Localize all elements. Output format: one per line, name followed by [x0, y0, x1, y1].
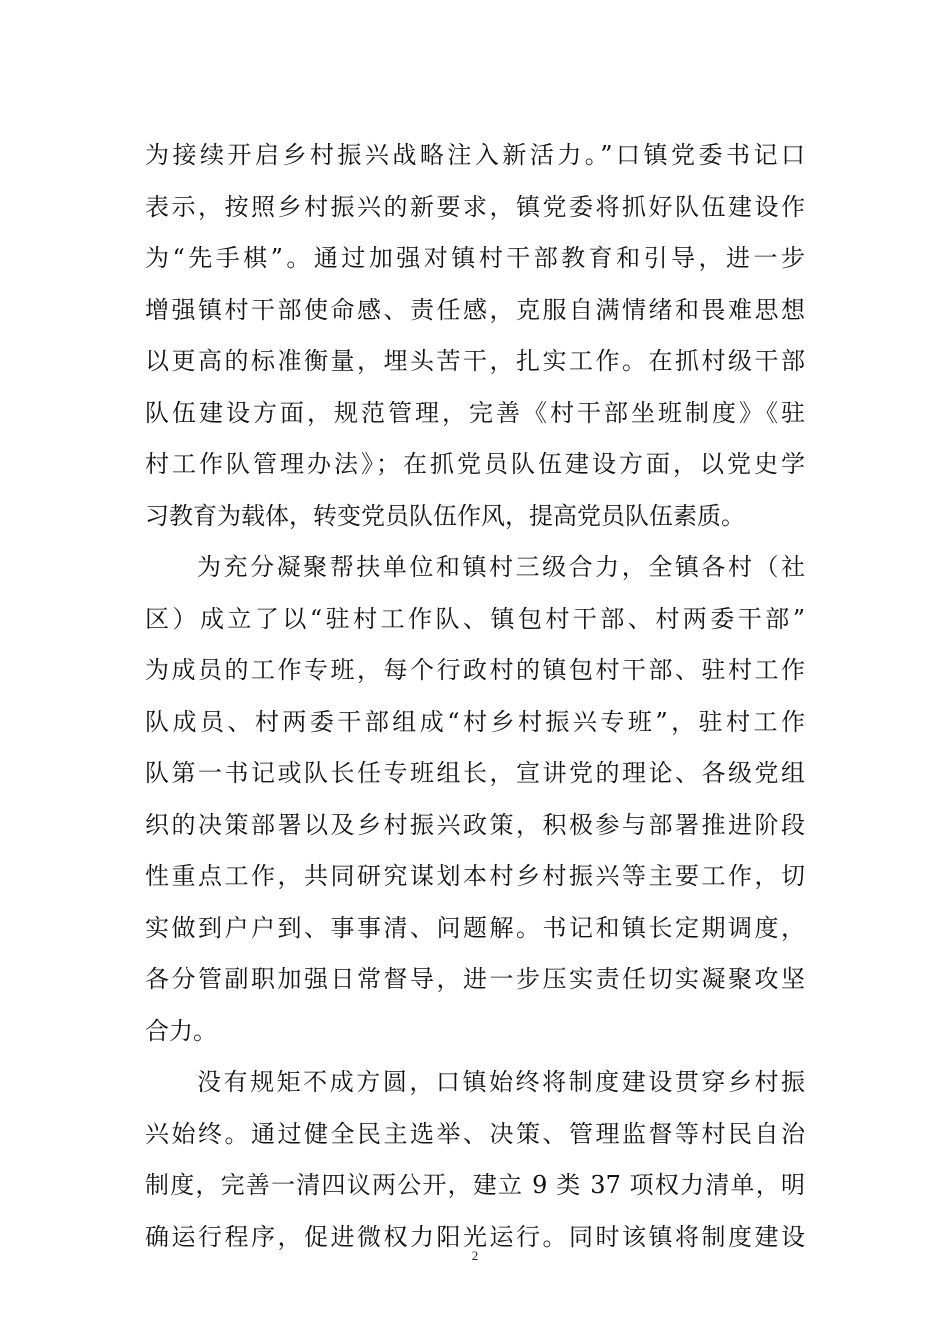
text-line: 队成员、村两委干部组成“村乡村振兴专班”，驻村工作	[145, 707, 805, 736]
text-line: 合力。	[145, 1016, 217, 1045]
text-line: 村工作队管理办法》；在抓党员队伍建设方面，以党史学	[145, 450, 805, 478]
text-line: 制度，完善一清四议两公开，建立 9 类 37 项权力清单，明	[145, 1171, 805, 1199]
text-line: 实做到户户到、事事清、问题解。书记和镇长定期调度，	[145, 913, 805, 942]
text-line: 表示，按照乡村振兴的新要求，镇党委将抓好队伍建设作	[145, 192, 805, 221]
text-line: 各分管副职加强日常督导，进一步压实责任切实凝聚攻坚	[145, 965, 805, 993]
text-line: 兴始终。通过健全民主选举、决策、管理监督等村民自治	[145, 1119, 805, 1148]
text-line: 织的决策部署以及乡村振兴政策，积极参与部署推进阶段	[145, 810, 805, 839]
text-line: 队第一书记或队长任专班组长，宣讲党的理论、各级党组	[145, 759, 805, 787]
text-line: 增强镇村干部使命感、责任感，克服自满情绪和畏难思想	[145, 295, 805, 324]
text-line: 队伍建设方面，规范管理，完善《村干部坐班制度》《驻	[145, 398, 805, 427]
text-line: 为接续开启乡村振兴战略注入新活力。”口镇党委书记口	[145, 141, 805, 169]
text-line: 以更高的标准衡量，埋头苦干，扎实工作。在抓村级干部	[145, 347, 805, 375]
text-line: 区）成立了以“驻村工作队、镇包村干部、村两委干部”	[145, 604, 805, 633]
text-line: 为成员的工作专班，每个行政村的镇包村干部、驻村工作	[145, 656, 805, 684]
text-line: 没有规矩不成方圆，口镇始终将制度建设贯穿乡村振	[197, 1068, 805, 1096]
text-line: 为充分凝聚帮扶单位和镇村三级合力，全镇各村（社	[197, 553, 805, 581]
text-line: 为“先手棋”。通过加强对镇村干部教育和引导，进一步	[145, 244, 805, 272]
text-line: 确运行程序，促进微权力阳光运行。同时该镇将制度建设	[145, 1222, 805, 1251]
page-number: 2	[471, 1248, 479, 1263]
text-line: 习教育为载体，转变党员队伍作风，提高党员队伍素质。	[145, 501, 745, 530]
text-line: 性重点工作，共同研究谋划本村乡村振兴等主要工作，切	[145, 862, 805, 890]
body-text	[145, 130, 805, 1263]
